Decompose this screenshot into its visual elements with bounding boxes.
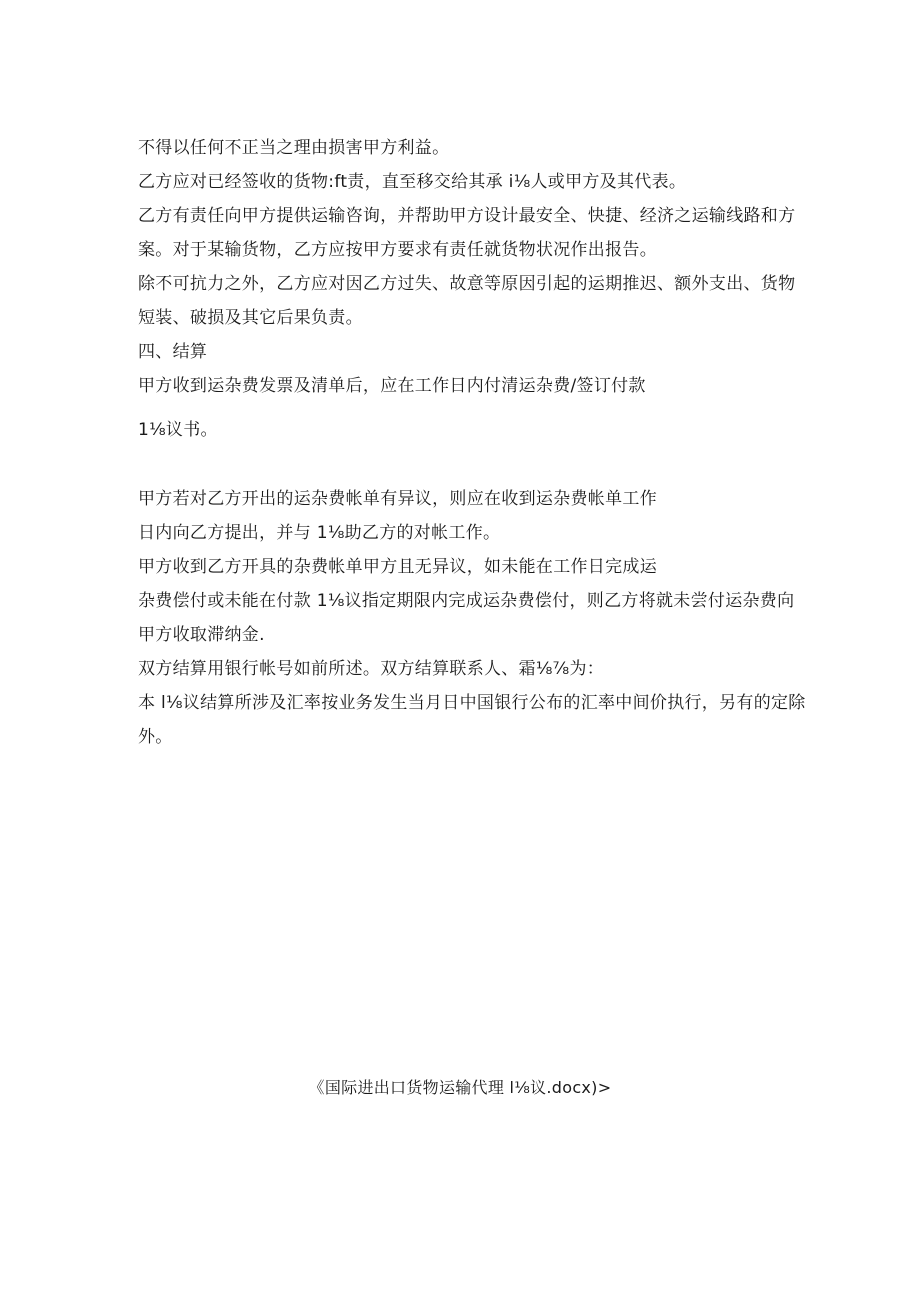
- paragraph-line: 日内向乙方提出，并与 1⅛助乙方的对帐工作。: [138, 523, 501, 543]
- section-heading: 四、结算: [138, 342, 208, 362]
- paragraph-line: 甲方收取滞纳金.: [138, 625, 265, 645]
- paragraph-line: 外。: [138, 727, 173, 747]
- paragraph-line: 杂费偿付或未能在付款 1⅛议指定期限内完成运杂费偿付，则乙方将就未尝付运杂费向: [138, 591, 795, 611]
- paragraph-line: 乙方应对已经签收的货物:ft责，直至移交给其承 i⅛人或甲方及其代表。: [138, 172, 687, 192]
- paragraph-line: 除不可抗力之外，乙方应对因乙方过失、故意等原因引起的运期推迟、额外支出、货物: [138, 274, 796, 294]
- paragraph-line: 甲方若对乙方开出的运杂费帐单有异议，则应在收到运杂费帐单工作: [138, 489, 657, 509]
- paragraph-line: 短装、破损及其它后果负责。: [138, 308, 363, 328]
- paragraph-line: 双方结算用银行帐号如前所述。双方结算联系人、霜⅛⅞为：: [138, 659, 605, 679]
- paragraph-line: 乙方有责任向甲方提供运输咨询，并帮助甲方设计最安全、快捷、经济之运输线路和方: [138, 206, 796, 226]
- paragraph-line: 不得以任何不正当之理由损害甲方利益。: [138, 138, 450, 158]
- document-body: [138, 136, 806, 749]
- paragraph-line: 本 l⅛议结算所涉及汇率按业务发生当月日中国银行公布的汇率中间价执行，另有的定除: [138, 693, 806, 713]
- paragraph-line: 甲方收到乙方开具的杂费帐单甲方且无异议，如未能在工作日完成运: [138, 557, 657, 577]
- paragraph-line: 案。对于某输货物，乙方应按甲方要求有责任就货物状况作出报告。: [138, 240, 657, 260]
- paragraph-line: 甲方收到运杂费发票及清单后，应在工作日内付清运杂费/签订付款: [138, 376, 646, 396]
- document-footer: 《国际进出口货物运输代理 l⅛议.docx)>: [308, 1078, 612, 1097]
- paragraph-line: 1⅛议书。: [138, 420, 218, 440]
